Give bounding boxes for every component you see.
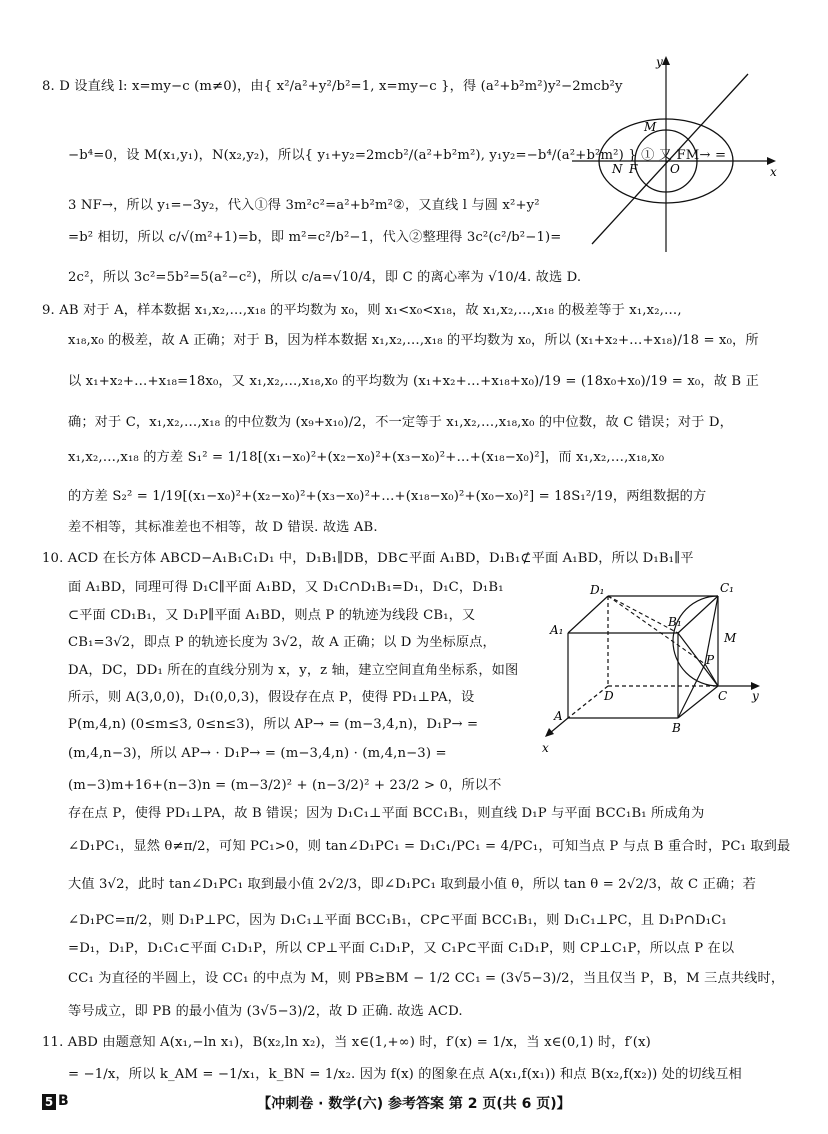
label-c1: C₁ — [720, 581, 734, 595]
line-l — [592, 74, 748, 244]
q10-line-13: ∠D₁PC=π/2，则 D₁P⊥PC，因为 D₁C₁⊥平面 BCC₁B₁，CP⊂平面 BCC₁B₁，则 D₁C₁⊥PC，且 D₁P∩D₁C₁ — [68, 913, 727, 928]
label-f: F — [629, 162, 638, 176]
q11-line-2: = −1/x，所以 k_AM = −1/x₁，k_BN = 1/x₂. 因为 f(x) 的图象在点 A(x₁,f(x₁)) 和点 B(x₂,f(x₂)) 处的切线互相 — [68, 1067, 742, 1082]
label-y: y — [656, 55, 663, 69]
label-x: x — [542, 741, 549, 755]
volume-badge-letter: B — [58, 1093, 69, 1109]
q9-line-6: 的方差 S₂² = 1/19[(x₁−x₀)²+(x₂−x₀)²+(x₃−x₀)²+…+(x₁₈−x₀)²+(x₀−x₀)²] = 18S₁²/19，两组数据的方 — [68, 489, 707, 504]
segment-p-b — [678, 664, 705, 718]
semicircle-cc1 — [673, 596, 718, 686]
q9-line-5: x₁,x₂,…,x₁₈ 的方差 S₁² = 1/18[(x₁−x₀)²+(x₂−x₀)²+(x₃−x₀)²+…+(x₁₈−x₀)²]，而 x₁,x₂,…,x₁₈,x₀ — [68, 450, 665, 465]
q10-line-9: (m−3)m+16+(n−3)n = (m−3/2)² + (n−3/2)² + 23/2 > 0，所以不 — [68, 778, 502, 793]
edge-b-c — [678, 686, 718, 718]
q10-line-12: 大值 3√2，此时 tan∠D₁PC₁ 取到最小值 2√2/3，即∠D₁PC₁ 取到最小值 θ，所以 tan θ = 2√2/3，故 C 正确；若 — [68, 877, 756, 892]
label-m: M — [644, 120, 657, 134]
edge-d1-a1 — [568, 596, 608, 633]
q9-line-4: 确；对于 C，x₁,x₂,…,x₁₈ 的中位数为 (x₉+x₁₀)/2，不一定等于 x₁,x₂,…,x₁₈,x₀ 的中位数，故 C 错误；对于 D， — [68, 415, 733, 430]
label-a1: A₁ — [550, 623, 564, 637]
q9-line-3: 以 x₁+x₂+…+x₁₈=18x₀，又 x₁,x₂,…,x₁₈,x₀ 的平均数为 (x₁+x₂+…+x₁₈+x₀)/19 = (18x₀+x₀)/19 = x₀，故 B 正 — [68, 374, 759, 389]
q8-line-3: 3 NF→，所以 y₁=−3y₂，代入①得 3m²c²=a²+b²m²②，又直线 l 与圆 x²+y² — [68, 198, 540, 213]
q10-line-5: DA，DC，DD₁ 所在的直线分别为 x，y，z 轴，建立空间直角坐标系，如图 — [68, 663, 519, 678]
label-o: O — [670, 162, 680, 176]
label-y: y — [752, 689, 759, 703]
y-axis-arrow — [662, 56, 670, 65]
q10-line-3: ⊂平面 CD₁B₁，又 D₁P∥平面 A₁BD，则点 P 的轨迹为线段 CB₁，又 — [68, 608, 476, 623]
footer-title: 【冲刺卷 · 数学(六) 参考答案 第 2 页(共 6 页)】 — [257, 1096, 571, 1112]
q8-line-4: =b² 相切，所以 c/√(m²+1)=b，即 m²=c²/b²−1，代入②整理得 3c²(c²/b²−1)= — [68, 230, 562, 245]
q8-line-1: 8. D 设直线 l: x=my−c (m≠0)，由{ x²/a²+y²/b²=1, x=my−c }，得 (a²+b²m²)y²−2mcb²y — [42, 79, 623, 94]
q10-line-1: 10. ACD 在长方体 ABCD−A₁B₁C₁D₁ 中，D₁B₁∥DB，DB⊂平面 A₁BD，D₁B₁⊄平面 A₁BD，所以 D₁B₁∥平 — [42, 551, 694, 566]
q10-line-7: P(m,4,n) (0≤m≤3, 0≤n≤3)，所以 AP→ = (m−3,4,n)，D₁P→ = — [68, 717, 479, 732]
label-a: A — [554, 709, 563, 723]
q10-cuboid-figure — [540, 578, 770, 758]
q10-line-4: CB₁=3√2，即点 P 的轨迹长度为 3√2，故 A 正确；以 D 为坐标原点， — [68, 635, 496, 650]
segment-d1-p — [608, 596, 705, 664]
label-n: N — [612, 162, 623, 176]
page-footer — [0, 1092, 828, 1120]
label-d1: D₁ — [590, 583, 605, 597]
q10-line-16: 等号成立，即 PB 的最小值为 (3√5−3)/2，故 D 正确. 故选 ACD. — [68, 1004, 463, 1019]
label-b1: B₁ — [668, 615, 682, 629]
q11-line-1: 11. ABD 由题意知 A(x₁,−ln x₁)，B(x₂,ln x₂)，当 x∈(1,+∞) 时，f′(x) = 1/x，当 x∈(0,1) 时，f′(x) — [42, 1035, 651, 1050]
q8-line-2: −b⁴=0，设 M(x₁,y₁)，N(x₂,y₂)，所以{ y₁+y₂=2mcb²/(a²+b²m²), y₁y₂=−b⁴/(a²+b²m²) } ① 又 FM→ = — [68, 148, 727, 163]
q10-line-10: 存在点 P，使得 PD₁⊥PA，故 B 错误；因为 D₁C₁⊥平面 BCC₁B₁，则直线 D₁P 与平面 BCC₁B₁ 所成角为 — [68, 806, 705, 821]
q10-line-8: (m,4,n−3)，所以 AP→ · D₁P→ = (m−3,4,n) · (m,4,n−3) = — [68, 746, 447, 761]
label-b: B — [672, 721, 681, 735]
q8-ellipse-figure — [570, 52, 780, 257]
label-x: x — [770, 165, 777, 179]
x-axis-arrow — [767, 157, 776, 165]
q10-line-2: 面 A₁BD，同理可得 D₁C∥平面 A₁BD，又 D₁C∩D₁B₁=D₁，D₁C，D₁B₁ — [68, 580, 504, 595]
q9-line-7: 差不相等，其标准差也不相等，故 D 错误. 故选 AB. — [68, 520, 378, 535]
q9-line-2: x₁₈,x₀ 的极差，故 A 正确；对于 B，因为样本数据 x₁,x₂,…,x₁₈ 的平均数为 x₀，所以 (x₁+x₂+…+x₁₈)/18 = x₀，所 — [68, 333, 759, 348]
x-axis-arrow — [545, 728, 554, 737]
q10-line-14: =D₁，D₁P，D₁C₁⊂平面 C₁D₁P，所以 CP⊥平面 C₁D₁P，又 C₁P⊂平面 C₁D₁P，则 CP⊥C₁P，所以点 P 在以 — [68, 941, 735, 956]
q10-line-15: CC₁ 为直径的半圆上，设 CC₁ 的中点为 M，则 PB≥BM − 1/2 CC₁ = (3√5−3)/2，当且仅当 P，B，M 三点共线时， — [68, 971, 785, 986]
label-m: M — [724, 631, 737, 645]
edge-d-a — [568, 686, 608, 718]
label-p: P — [706, 653, 715, 667]
q10-line-11: ∠D₁PC₁，显然 θ≠π/2，可知 PC₁>0，则 tan∠D₁PC₁ = D₁C₁/PC₁ = 4/PC₁，可知当点 P 与点 B 重合时，PC₁ 取到最 — [68, 839, 791, 854]
q9-line-1: 9. AB 对于 A，样本数据 x₁,x₂,…,x₁₈ 的平均数为 x₀，则 x₁<x₀<x₁₈，故 x₁,x₂,…,x₁₈ 的极差等于 x₁,x₂,…, — [42, 303, 682, 318]
label-c: C — [718, 689, 728, 703]
q8-line-5: 2c²，所以 3c²=5b²=5(a²−c²)，所以 c/a=√10/4，即 C 的离心率为 √10/4. 故选 D. — [68, 270, 582, 285]
volume-badge: 5 — [42, 1094, 56, 1110]
segment-p-c — [705, 664, 718, 686]
label-d: D — [604, 689, 614, 703]
q10-line-6: 所示，则 A(3,0,0)，D₁(0,0,3)，假设存在点 P，使得 PD₁⊥PA，设 — [68, 690, 475, 705]
